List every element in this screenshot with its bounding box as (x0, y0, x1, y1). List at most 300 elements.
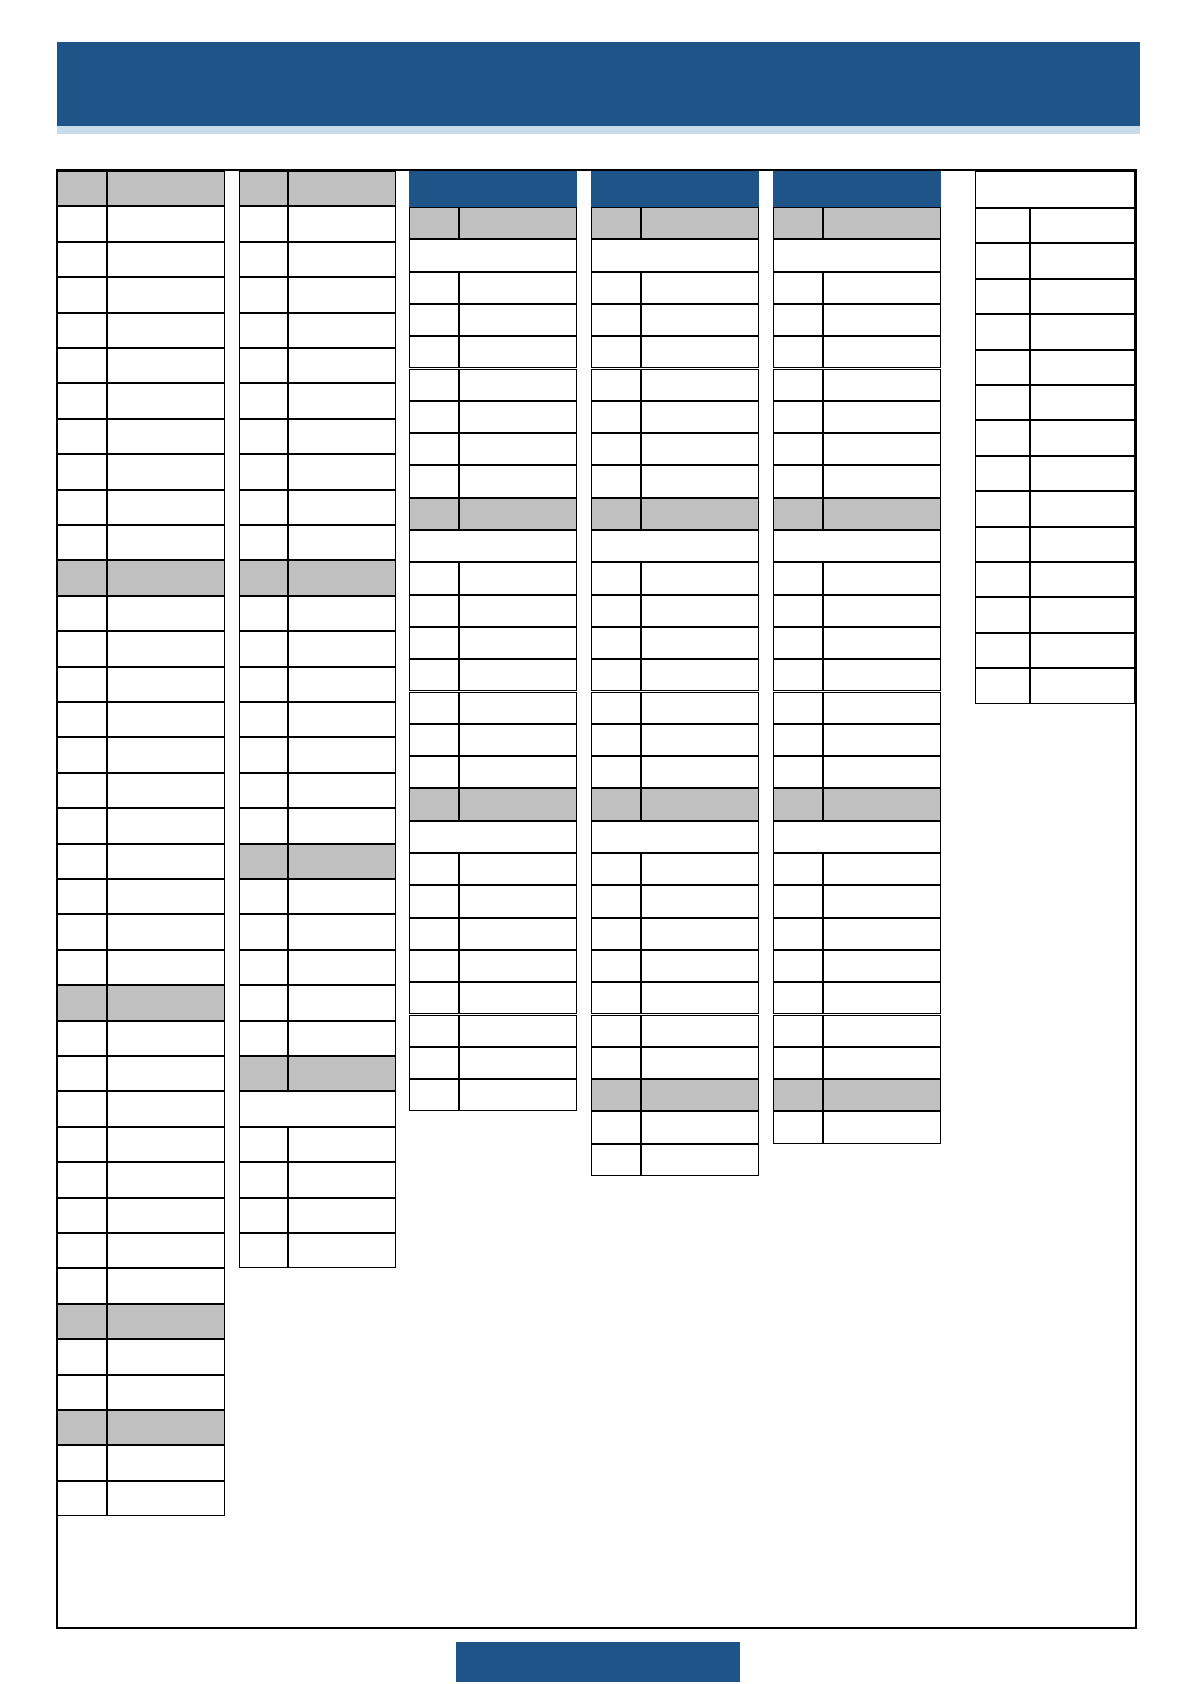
table-cell-value (1030, 279, 1135, 314)
table-cell-key (239, 879, 288, 914)
table-cell-value (823, 659, 941, 691)
table-cell-key (57, 313, 107, 348)
table-cell-key (239, 206, 288, 241)
table-cell-value (107, 596, 225, 631)
table-cell-key (57, 277, 107, 312)
table-cell-key (239, 808, 288, 843)
table-cell-key (57, 1233, 107, 1268)
table-cell-value (107, 808, 225, 843)
table-cell-value (823, 433, 941, 465)
group-header-key (57, 1304, 107, 1339)
table-cell-key (57, 1481, 107, 1516)
table-cell-value (823, 272, 941, 304)
table-cell-key (239, 737, 288, 772)
table-cell-key (591, 369, 641, 401)
table-cell-key (773, 1047, 823, 1079)
table-cell-value (288, 1127, 396, 1162)
table-cell-key (591, 1144, 641, 1176)
group-subheader (409, 530, 577, 562)
table-cell-key (57, 596, 107, 631)
table-cell-key (409, 272, 459, 304)
table-cell-value (641, 982, 759, 1014)
table-cell-value (459, 885, 577, 917)
table-cell-value (459, 950, 577, 982)
table-cell-key (239, 950, 288, 985)
table-cell-key (591, 1015, 641, 1047)
table-cell-value (641, 1015, 759, 1047)
table-cell-value (459, 918, 577, 950)
table-cell-value (288, 737, 396, 772)
table-cell-key (57, 773, 107, 808)
table-cell-value (459, 465, 577, 497)
table-cell-key (57, 1268, 107, 1303)
table-cell-value (459, 724, 577, 756)
table-cell-key (591, 918, 641, 950)
table-cell-key (239, 490, 288, 525)
table-cell-key (591, 401, 641, 433)
table-cell-key (57, 206, 107, 241)
table-cell-value (641, 853, 759, 885)
group-header-key (591, 207, 641, 239)
table-cell-key (57, 490, 107, 525)
group-header-key (239, 560, 288, 595)
table-cell-key (591, 659, 641, 691)
table-cell-key (57, 383, 107, 418)
table-cell-key (57, 1091, 107, 1126)
table-cell-value (288, 702, 396, 737)
table-cell-key (591, 982, 641, 1014)
table-cell-value (641, 336, 759, 368)
table-cell-key (591, 595, 641, 627)
table-cell-value (288, 1162, 396, 1197)
table-cell-key (239, 596, 288, 631)
group-header-value (107, 171, 225, 206)
table-cell-value (641, 1047, 759, 1079)
table-cell-value (107, 844, 225, 879)
table-cell-value (641, 627, 759, 659)
table-cell-value (107, 879, 225, 914)
group-header-value (107, 1304, 225, 1339)
table-cell-key (591, 853, 641, 885)
table-cell-value (641, 562, 759, 594)
table-cell-key (409, 853, 459, 885)
group-subheader (591, 821, 759, 853)
table-cell-key (591, 692, 641, 724)
table-cell-value (107, 631, 225, 666)
group-header-key (239, 1056, 288, 1091)
group-header-value (459, 788, 577, 820)
group-header-key (239, 844, 288, 879)
table-cell-key (239, 631, 288, 666)
table-cell-key (239, 277, 288, 312)
table-cell-key (57, 879, 107, 914)
table-cell-value (641, 659, 759, 691)
table-cell-value (459, 1047, 577, 1079)
table-cell-key (239, 383, 288, 418)
table-cell-key (409, 918, 459, 950)
table-cell-value (459, 982, 577, 1014)
table-cell-key (57, 1445, 107, 1480)
group-header-value (107, 560, 225, 595)
table-cell-key (975, 456, 1030, 491)
table-cell-key (239, 348, 288, 383)
table-cell-key (773, 562, 823, 594)
table-cell-value (641, 950, 759, 982)
group-header-value (459, 207, 577, 239)
table-cell-value (823, 1015, 941, 1047)
table-cell-key (57, 737, 107, 772)
table-cell-value (288, 454, 396, 489)
table-cell-value (1030, 456, 1135, 491)
table-cell-key (409, 595, 459, 627)
table-cell-key (591, 756, 641, 788)
column-title-bar (409, 171, 577, 207)
table-cell-key (57, 454, 107, 489)
table-cell-key (57, 419, 107, 454)
table-cell-value (823, 595, 941, 627)
table-cell-key (239, 914, 288, 949)
table-cell-value (107, 667, 225, 702)
table-cell-key (773, 336, 823, 368)
table-cell-value (107, 1268, 225, 1303)
table-cell-value (107, 1375, 225, 1410)
table-cell-key (57, 1162, 107, 1197)
table-cell-key (773, 982, 823, 1014)
table-cell-value (823, 336, 941, 368)
table-cell-value (1030, 243, 1135, 278)
table-cell-key (239, 313, 288, 348)
group-header-key (591, 498, 641, 530)
table-cell-value (107, 1233, 225, 1268)
table-cell-value (107, 914, 225, 949)
table-cell-value (459, 627, 577, 659)
table-cell-key (773, 1111, 823, 1143)
table-cell-key (773, 885, 823, 917)
table-cell-value (459, 272, 577, 304)
footer-bar (456, 1642, 740, 1682)
table-cell-value (1030, 208, 1135, 243)
table-cell-value (107, 490, 225, 525)
table-cell-key (57, 242, 107, 277)
table-cell-value (1030, 491, 1135, 526)
group-header-key (591, 788, 641, 820)
table-cell-key (239, 1021, 288, 1056)
table-cell-value (107, 1127, 225, 1162)
table-cell-key (57, 348, 107, 383)
group-header-value (107, 1410, 225, 1445)
table-cell-value (459, 1079, 577, 1111)
table-cell-value (823, 1111, 941, 1143)
table-cell-value (288, 206, 396, 241)
table-cell-key (591, 885, 641, 917)
table-cell-key (773, 401, 823, 433)
table-cell-key (409, 433, 459, 465)
table-cell-key (773, 433, 823, 465)
table-cell-key (239, 1162, 288, 1197)
table-cell-key (239, 525, 288, 560)
table-cell-value (1030, 527, 1135, 562)
group-header-key (57, 171, 107, 206)
table-cell-key (409, 562, 459, 594)
table-cell-key (773, 756, 823, 788)
table-cell-key (239, 1198, 288, 1233)
table-cell-value (823, 692, 941, 724)
table-cell-value (288, 667, 396, 702)
table-cell-value (641, 918, 759, 950)
table-cell-value (823, 853, 941, 885)
table-cell-key (57, 702, 107, 737)
table-cell-key (591, 950, 641, 982)
table-cell-key (409, 1079, 459, 1111)
table-cell-key (975, 279, 1030, 314)
table-cell-key (239, 454, 288, 489)
table-cell-key (239, 242, 288, 277)
table-cell-key (239, 1127, 288, 1162)
table-cell-value (459, 562, 577, 594)
table-cell-key (591, 336, 641, 368)
table-cell-value (823, 627, 941, 659)
table-cell-value (1030, 597, 1135, 632)
table-cell-value (107, 206, 225, 241)
table-cell-key (773, 465, 823, 497)
table-cell-key (975, 420, 1030, 455)
table-cell-value (107, 1162, 225, 1197)
table-cell-value (823, 724, 941, 756)
group-header-key (409, 498, 459, 530)
table-cell-key (239, 773, 288, 808)
table-cell-key (773, 369, 823, 401)
table-cell-key (975, 350, 1030, 385)
table-cell-key (591, 1111, 641, 1143)
table-cell-value (641, 885, 759, 917)
table-cell-value (1030, 562, 1135, 597)
table-cell-value (823, 465, 941, 497)
table-cell-value (459, 369, 577, 401)
table-cell-value (288, 985, 396, 1020)
group-header-key (773, 207, 823, 239)
table-cell-key (975, 208, 1030, 243)
table-cell-value (288, 631, 396, 666)
group-header-key (591, 1079, 641, 1111)
column-title-bar (591, 171, 759, 207)
table-cell-key (57, 1021, 107, 1056)
table-cell-value (288, 383, 396, 418)
table-cell-value (107, 1481, 225, 1516)
table-cell-key (591, 304, 641, 336)
table-cell-key (591, 627, 641, 659)
table-cell-key (409, 659, 459, 691)
table-cell-value (107, 313, 225, 348)
table-cell-key (57, 667, 107, 702)
table-cell-value (107, 702, 225, 737)
table-cell-key (409, 692, 459, 724)
table-cell-value (641, 595, 759, 627)
group-header-key (773, 1079, 823, 1111)
group-header-value (288, 844, 396, 879)
column-title-bar (773, 171, 941, 207)
table-cell-key (409, 950, 459, 982)
header-bar (57, 42, 1140, 126)
table-cell-key (773, 853, 823, 885)
table-cell-value (107, 277, 225, 312)
table-cell-key (975, 562, 1030, 597)
group-header-key (773, 788, 823, 820)
table-cell-value (288, 879, 396, 914)
table-cell-key (409, 756, 459, 788)
group-subheader (591, 530, 759, 562)
table-cell-value (288, 525, 396, 560)
table-cell-value (459, 756, 577, 788)
table-cell-key (409, 465, 459, 497)
table-cell-key (239, 419, 288, 454)
table-cell-value (288, 490, 396, 525)
table-cell-value (641, 304, 759, 336)
table-cell-value (459, 1015, 577, 1047)
table-cell-value (641, 724, 759, 756)
group-header-value (641, 788, 759, 820)
table-cell-key (239, 667, 288, 702)
table-cell-value (823, 756, 941, 788)
table-cell-key (773, 1015, 823, 1047)
table-cell-value (1030, 385, 1135, 420)
group-header-value (107, 985, 225, 1020)
table-cell-value (823, 885, 941, 917)
table-cell-value (107, 242, 225, 277)
table-cell-value (823, 1047, 941, 1079)
table-cell-value (107, 1056, 225, 1091)
table-cell-value (107, 1091, 225, 1126)
table-cell-key (975, 491, 1030, 526)
table-cell-key (57, 525, 107, 560)
table-cell-value (459, 304, 577, 336)
table-cell-value (823, 982, 941, 1014)
table-cell-key (591, 562, 641, 594)
table-cell-key (773, 724, 823, 756)
table-cell-value (823, 950, 941, 982)
table-cell-key (239, 1233, 288, 1268)
table-cell-value (641, 272, 759, 304)
table-cell-value (107, 454, 225, 489)
group-subheader (409, 239, 577, 271)
table-cell-key (591, 465, 641, 497)
group-header-value (288, 560, 396, 595)
group-header-key (57, 1410, 107, 1445)
table-cell-value (288, 596, 396, 631)
table-cell-value (641, 369, 759, 401)
group-subheader (773, 530, 941, 562)
group-header-value (641, 1079, 759, 1111)
table-cell-key (239, 985, 288, 1020)
table-cell-key (773, 918, 823, 950)
table-cell-value (1030, 350, 1135, 385)
group-header-value (459, 498, 577, 530)
table-cell-value (288, 950, 396, 985)
table-cell-value (288, 808, 396, 843)
table-cell-key (975, 633, 1030, 668)
table-cell-value (459, 401, 577, 433)
table-cell-key (57, 1339, 107, 1374)
table-cell-value (107, 525, 225, 560)
table-cell-value (641, 1111, 759, 1143)
group-header-value (823, 788, 941, 820)
table-cell-key (773, 659, 823, 691)
table-cell-value (459, 692, 577, 724)
group-header-key (409, 207, 459, 239)
table-cell-value (641, 465, 759, 497)
group-header-value (288, 171, 396, 206)
table-cell-key (975, 668, 1030, 703)
table-cell-key (975, 314, 1030, 349)
table-cell-value (823, 918, 941, 950)
table-cell-key (57, 631, 107, 666)
table-cell-key (409, 369, 459, 401)
group-header-value (823, 498, 941, 530)
table-cell-key (409, 336, 459, 368)
table-cell-key (57, 1127, 107, 1162)
table-cell-key (773, 627, 823, 659)
group-header-key (239, 171, 288, 206)
table-cell-value (288, 419, 396, 454)
table-cell-key (591, 724, 641, 756)
table-cell-key (57, 1198, 107, 1233)
group-header-key (57, 985, 107, 1020)
group-header-value (823, 1079, 941, 1111)
table-cell-key (773, 304, 823, 336)
table-cell-value (641, 401, 759, 433)
group-header-value (288, 1056, 396, 1091)
table-cell-value (288, 914, 396, 949)
table-cell-value (107, 737, 225, 772)
table-cell-value (107, 1198, 225, 1233)
table-cell-value (823, 369, 941, 401)
table-cell-value (459, 336, 577, 368)
table-cell-key (773, 692, 823, 724)
table-cell-key (975, 385, 1030, 420)
group-subheader (239, 1091, 396, 1126)
table-cell-value (823, 562, 941, 594)
table-cell-key (409, 627, 459, 659)
table-cell-value (288, 348, 396, 383)
group-header-value (641, 207, 759, 239)
table-cell-key (57, 1056, 107, 1091)
header-shadow (57, 126, 1140, 134)
table-cell-value (107, 1445, 225, 1480)
table-cell-value (107, 1021, 225, 1056)
table-cell-value (459, 659, 577, 691)
table-cell-value (1030, 314, 1135, 349)
table-cell-key (591, 1047, 641, 1079)
group-subheader (773, 821, 941, 853)
table-cell-value (288, 1233, 396, 1268)
column-title-cell (975, 171, 1135, 208)
table-cell-value (641, 756, 759, 788)
table-cell-value (288, 1198, 396, 1233)
table-cell-key (409, 1015, 459, 1047)
table-cell-key (773, 595, 823, 627)
table-cell-value (459, 595, 577, 627)
table-cell-value (107, 773, 225, 808)
table-cell-key (239, 702, 288, 737)
table-cell-key (409, 982, 459, 1014)
table-cell-value (459, 433, 577, 465)
table-cell-key (57, 808, 107, 843)
table-cell-value (288, 773, 396, 808)
table-cell-key (773, 272, 823, 304)
group-header-key (773, 498, 823, 530)
table-cell-value (288, 242, 396, 277)
group-header-value (823, 207, 941, 239)
table-cell-key (409, 724, 459, 756)
